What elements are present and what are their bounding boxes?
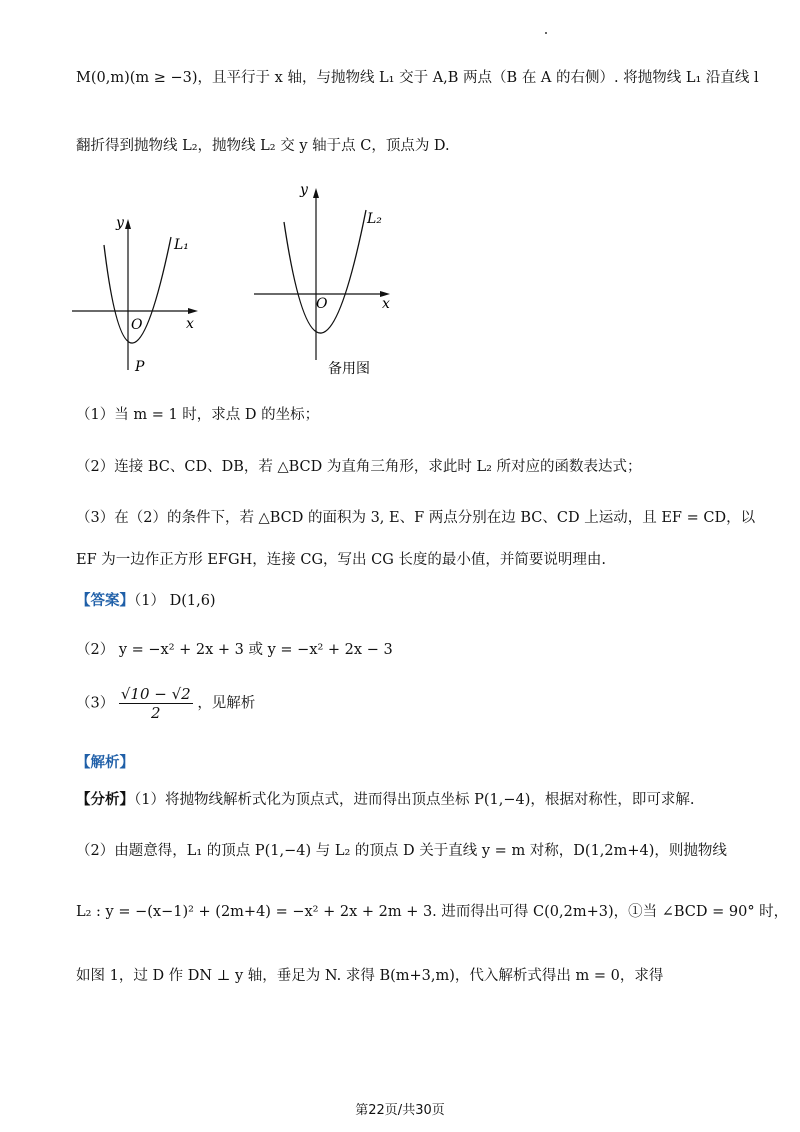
figure-parabola-l2 [250, 180, 400, 380]
y-label: y [300, 182, 308, 198]
answer-2: （2） y = −x² + 2x + 3 或 y = −x² + 2x − 3 [76, 642, 393, 658]
answer-3-suffix: ，见解析 [197, 695, 256, 712]
origin-label: O [131, 317, 143, 333]
y-axis-arrow [313, 188, 319, 198]
curve-label: L₂ [367, 211, 382, 227]
fraction-numerator: √10 − √2 [120, 685, 191, 703]
y-label: y [116, 215, 124, 231]
question-3-line-2: EF 为一边作正方形 EFGH，连接 CG，写出 CG 长度的最小值，并简要说明理由. [76, 552, 607, 568]
answer-3-prefix: （3） [76, 695, 115, 712]
fraction-denominator: 2 [151, 704, 161, 722]
problem-line-2: 翻折得到抛物线 L₂，抛物线 L₂ 交 y 轴于点 C，顶点为 D. [76, 138, 450, 154]
analysis-line-4: 如图 1，过 D 作 DN ⊥ y 轴，垂足为 N. 求得 B(m+3,m)，代入解析式得出 m = 0，求得 [76, 968, 664, 984]
analysis-line-3: L₂ : y = −(x−1)² + (2m+4) = −x² + 2x + 2m + 3. 进而得出可得 C(0,2m+3)，①当 ∠BCD = 90° 时， [76, 904, 789, 920]
answer-line-1 [76, 589, 760, 610]
analysis-tag: 【解析】 [76, 754, 134, 771]
figure-parabola-l1 [68, 205, 203, 375]
scan-dot [545, 32, 547, 34]
answer-3 [76, 685, 760, 722]
x-label: x [382, 296, 390, 312]
x-label: x [186, 316, 194, 332]
curve-label: L₁ [174, 237, 189, 253]
answer-1: （1） D(1,6) [134, 593, 216, 609]
question-1: （1）当 m = 1 时，求点 D 的坐标； [76, 407, 320, 423]
x-axis-arrow [188, 308, 198, 314]
answer-3-fraction [119, 685, 193, 722]
analysis-line-2: （2）由题意得，L₁ 的顶点 P(1,−4) 与 L₂ 的顶点 D 关于直线 y = m 对称，D(1,2m+4)，则抛物线 [76, 843, 727, 859]
question-3-line-1: （3）在（2）的条件下，若 △BCD 的面积为 3, E、F 两点分别在边 BC、CD 上运动，且 EF = CD，以 [76, 510, 756, 526]
fx-tag: 【分析】 [76, 791, 134, 808]
y-axis-arrow [125, 219, 131, 229]
question-2: （2）连接 BC、CD、DB，若 △BCD 为直角三角形，求此时 L₂ 所对应的函数表达式； [76, 459, 642, 475]
answer-tag: 【答案】 [76, 592, 134, 609]
origin-label: O [316, 296, 328, 312]
fx-1: （1）将抛物线解析式化为顶点式，进而得出顶点坐标 P(1,−4)，根据对称性，即可求解. [134, 792, 695, 808]
problem-line-1: M(0,m)(m ≥ −3)，且平行于 x 轴，与抛物线 L₁ 交于 A,B 两点（B 在 A 的右侧）. 将抛物线 L₁ 沿直线 l [76, 70, 759, 86]
analysis-heading [76, 751, 760, 772]
analysis-line-1 [76, 788, 760, 809]
page-footer: 第22页/共30页 [355, 1103, 445, 1118]
figure-caption: 备用图 [328, 361, 370, 377]
parabola-l2 [284, 210, 366, 333]
vertex-label: P [135, 359, 145, 375]
